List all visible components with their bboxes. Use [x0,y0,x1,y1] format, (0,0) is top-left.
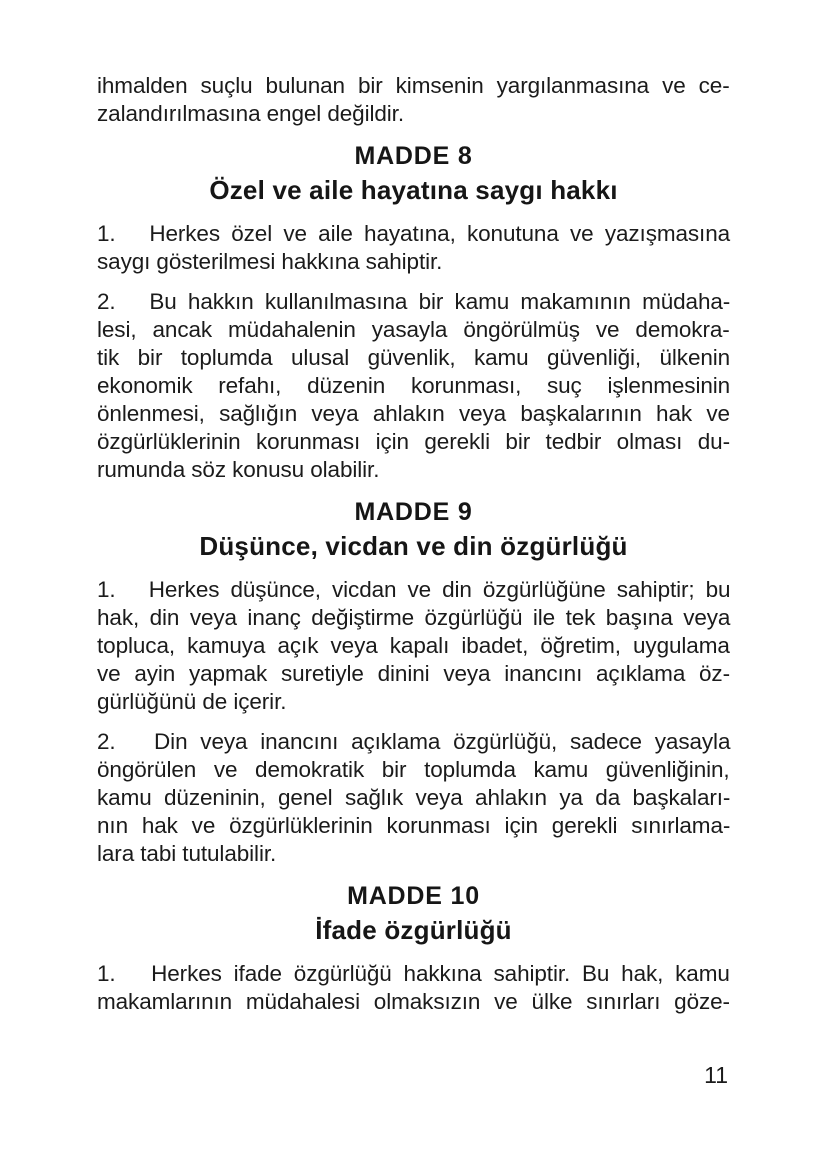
article-number: MADDE 10 [347,882,480,910]
text-line-content: 2. Din veya inancını açıklama özgürlüğü, sadece yasayla [97,729,731,754]
text-line-content: tik bir toplumda ulusal güvenlik, kamu güvenliği, ülkenin [97,345,731,370]
paragraph [97,288,730,484]
text-line [97,576,730,604]
text-line-content: özgürlüklerinin korunması için gerekli bir tedbir olması du- [97,429,730,454]
text-line [97,812,730,840]
text-line [97,456,730,484]
text-line-content: ekonomik refahı, düzenin korunması, suç işlenmesinin [97,373,731,398]
text-line [97,988,730,1016]
text-line-content: makamlarının müdahalesi olmaksızın ve ülke sınırları göze- [97,989,730,1014]
text-line [97,784,730,812]
text-line-content: 1. Herkes özel ve aile hayatına, konutuna ve yazışmasına [97,221,731,246]
text-line-content: rumunda söz konusu olabilir. [97,457,380,482]
article-number: MADDE 8 [354,142,473,170]
paragraph [97,220,730,276]
text-line [97,728,730,756]
text-line-content: 2. Bu hakkın kullanılmasına bir kamu makamının müdaha- [97,289,731,314]
text-line [97,220,730,248]
text-line-content: 1. Herkes düşünce, vicdan ve din özgürlüğüne sahiptir; bu [97,577,731,602]
article-number: MADDE 9 [354,498,473,526]
article-title: İfade özgürlüğü [315,915,512,945]
text-line [97,316,730,344]
text-line-content: lara tabi tutulabilir. [97,841,277,866]
text-line [97,688,730,716]
text-line [97,72,730,100]
text-line-content: zalandırılmasına engel değildir. [97,101,404,126]
text-line-content: önlenmesi, sağlığın veya ahlakın veya başkalarının hak ve [97,401,730,426]
text-line-content: saygı gösterilmesi hakkına sahiptir. [97,249,443,274]
text-line-content: lesi, ancak müdahalenin yasayla öngörülmüş ve demokra- [97,317,730,342]
paragraph [97,72,730,128]
text-line [97,632,730,660]
paragraph [97,728,730,868]
text-line [97,660,730,688]
text-line [97,100,730,128]
text-line [97,248,730,276]
text-line-content: hak, din veya inanç değiştirme özgürlüğü ile tek başına veya [97,605,731,630]
article-title: Düşünce, vicdan ve din özgürlüğü [199,531,628,561]
article-title: Özel ve aile hayatına saygı hakkı [209,175,618,205]
text-line-content: nın hak ve özgürlüklerinin korunması için gerekli sınırlama- [97,813,731,838]
text-line-content: ve ayin yapmak suretiyle dinini veya inancını açıklama öz- [97,661,730,686]
text-line [97,372,730,400]
paragraph [97,960,730,1016]
text-line-content: 1. Herkes ifade özgürlüğü hakkına sahiptir. Bu hak, kamu [97,961,730,986]
text-line-content: topluca, kamuya açık veya kapalı ibadet, öğretim, uygulama [97,633,730,658]
text-line [97,428,730,456]
text-line [97,400,730,428]
text-line-content: gürlüğünü de içerir. [97,689,287,714]
text-line-content: öngörülen ve demokratik bir toplumda kamu güvenliğinin, [97,757,730,782]
text-line [97,960,730,988]
text-line [97,840,730,868]
text-line [97,288,730,316]
text-line-content: kamu düzeninin, genel sağlık veya ahlakın ya da başkaları- [97,785,731,810]
text-line [97,344,730,372]
page-number: 11 [704,1062,728,1088]
text-line [97,756,730,784]
paragraph [97,576,730,716]
text-line-content: ihmalden suçlu bulunan bir kimsenin yargılanmasına ve ce- [97,73,730,98]
text-line [97,604,730,632]
